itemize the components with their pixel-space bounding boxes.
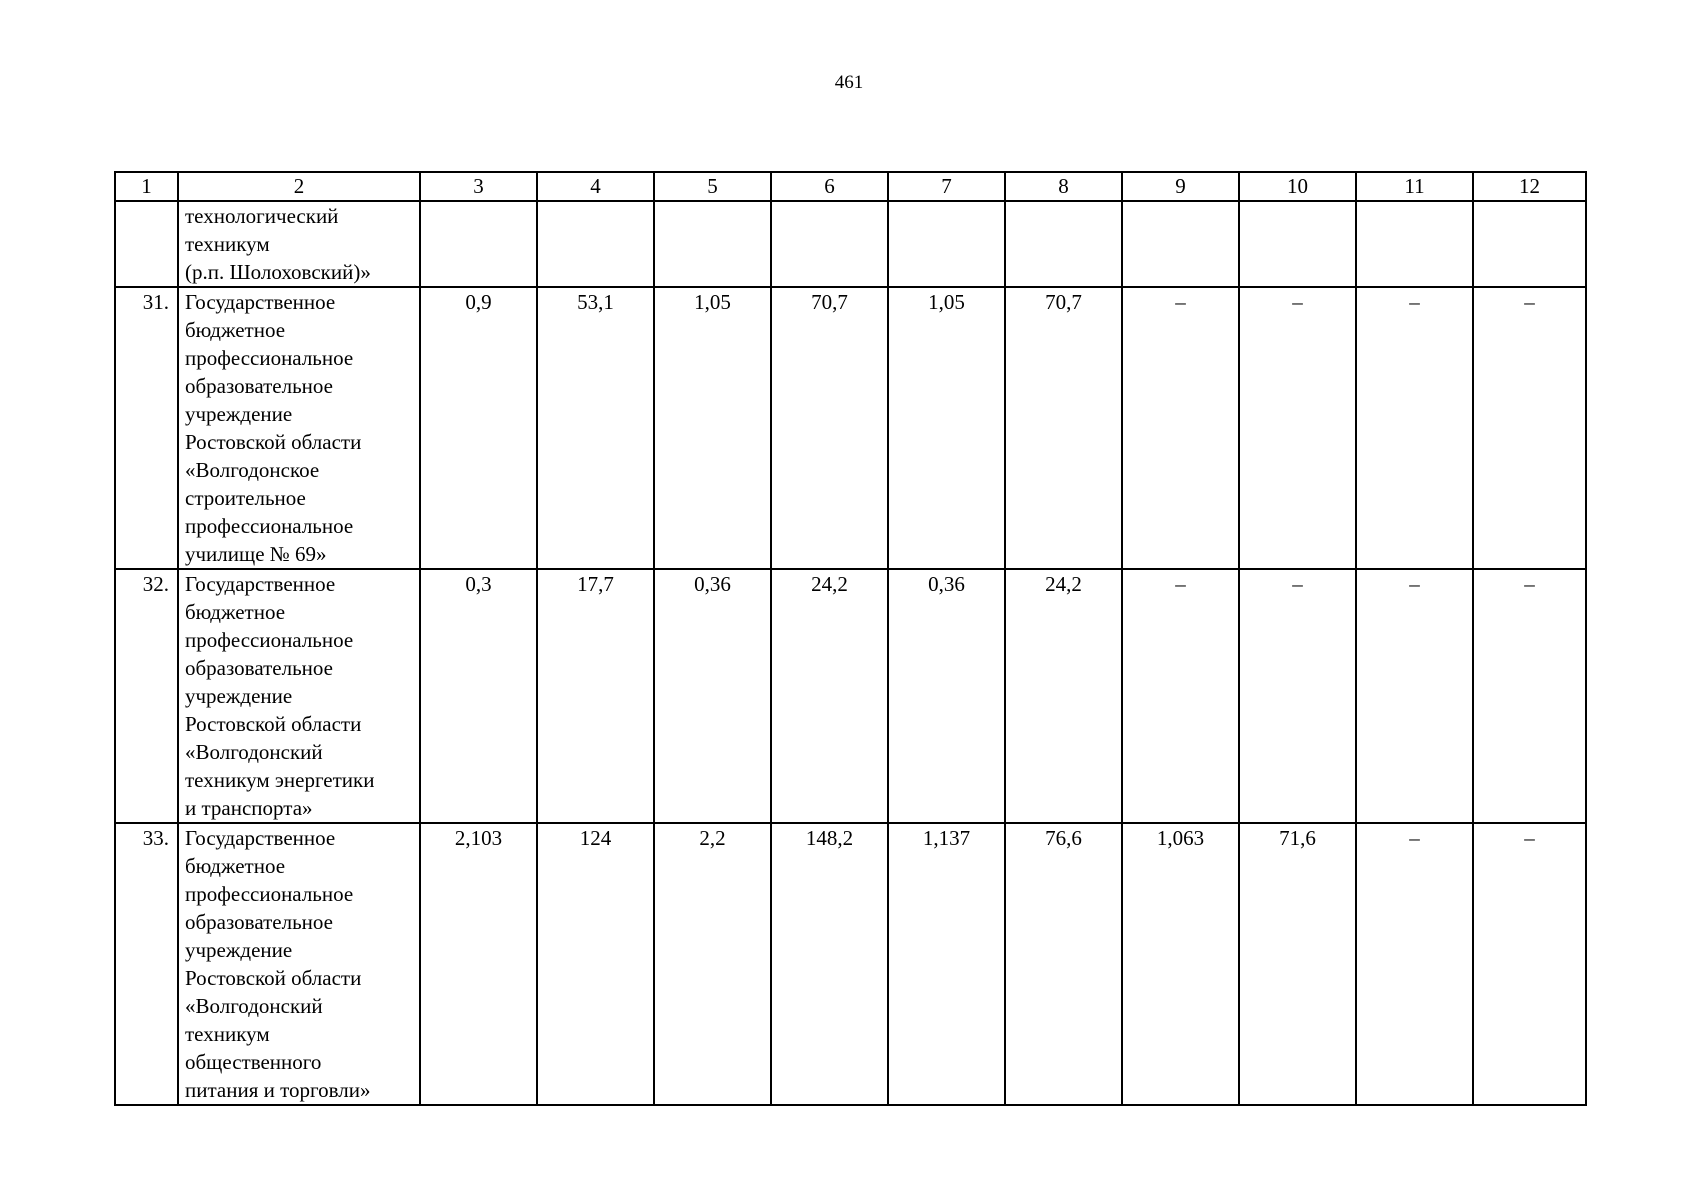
value-cell: – <box>1473 823 1586 1105</box>
value-cell: 124 <box>537 823 654 1105</box>
value-cell: – <box>1473 287 1586 569</box>
value-cell <box>771 201 888 287</box>
column-header: 7 <box>888 172 1005 201</box>
value-cell: – <box>1239 569 1356 823</box>
value-cell <box>1005 201 1122 287</box>
row-number: 31. <box>115 287 178 569</box>
value-cell: – <box>1356 823 1473 1105</box>
value-cell: 2,2 <box>654 823 771 1105</box>
institution-name: технологический техникум (р.п. Шолоховский)» <box>178 201 420 287</box>
value-cell: 17,7 <box>537 569 654 823</box>
value-cell: 148,2 <box>771 823 888 1105</box>
value-cell <box>420 201 537 287</box>
value-cell: 1,137 <box>888 823 1005 1105</box>
row-number: 33. <box>115 823 178 1105</box>
value-cell: 53,1 <box>537 287 654 569</box>
table-row <box>115 569 1586 823</box>
column-header: 10 <box>1239 172 1356 201</box>
row-number: 32. <box>115 569 178 823</box>
value-cell <box>1473 201 1586 287</box>
column-number-row <box>115 172 1586 201</box>
value-cell: 1,063 <box>1122 823 1239 1105</box>
value-cell: 0,3 <box>420 569 537 823</box>
value-cell: 76,6 <box>1005 823 1122 1105</box>
column-header: 9 <box>1122 172 1239 201</box>
value-cell: 24,2 <box>1005 569 1122 823</box>
column-header: 11 <box>1356 172 1473 201</box>
institution-name: Государственное бюджетное профессиональное образовательное учреждение Ростовской области «Волгодонский техникум энергетики и транспорта» <box>178 569 420 823</box>
value-cell: 2,103 <box>420 823 537 1105</box>
value-cell: 0,36 <box>888 569 1005 823</box>
column-header: 1 <box>115 172 178 201</box>
value-cell: 1,05 <box>654 287 771 569</box>
value-cell <box>1356 201 1473 287</box>
column-header: 5 <box>654 172 771 201</box>
value-cell <box>888 201 1005 287</box>
value-cell: 0,9 <box>420 287 537 569</box>
value-cell: – <box>1473 569 1586 823</box>
column-header: 12 <box>1473 172 1586 201</box>
value-cell: – <box>1122 569 1239 823</box>
column-header: 6 <box>771 172 888 201</box>
value-cell: 71,6 <box>1239 823 1356 1105</box>
institution-name: Государственное бюджетное профессиональное образовательное учреждение Ростовской области «Волгодонский техникум общественного питания и торговли» <box>178 823 420 1105</box>
value-cell <box>537 201 654 287</box>
value-cell: – <box>1356 569 1473 823</box>
table-row <box>115 287 1586 569</box>
value-cell: 70,7 <box>771 287 888 569</box>
data-table <box>114 171 1587 1106</box>
value-cell: – <box>1122 287 1239 569</box>
value-cell: 0,36 <box>654 569 771 823</box>
row-number <box>115 201 178 287</box>
value-cell <box>1239 201 1356 287</box>
value-cell: 24,2 <box>771 569 888 823</box>
column-header: 4 <box>537 172 654 201</box>
value-cell: 1,05 <box>888 287 1005 569</box>
value-cell <box>1122 201 1239 287</box>
column-header: 2 <box>178 172 420 201</box>
table-row <box>115 201 1586 287</box>
value-cell: – <box>1239 287 1356 569</box>
page-number: 461 <box>834 72 864 93</box>
institution-name: Государственное бюджетное профессиональное образовательное учреждение Ростовской области «Волгодонское строительное профессиональное училище № 69» <box>178 287 420 569</box>
value-cell: – <box>1356 287 1473 569</box>
value-cell: 70,7 <box>1005 287 1122 569</box>
value-cell <box>654 201 771 287</box>
column-header: 8 <box>1005 172 1122 201</box>
table-row <box>115 823 1586 1105</box>
column-header: 3 <box>420 172 537 201</box>
